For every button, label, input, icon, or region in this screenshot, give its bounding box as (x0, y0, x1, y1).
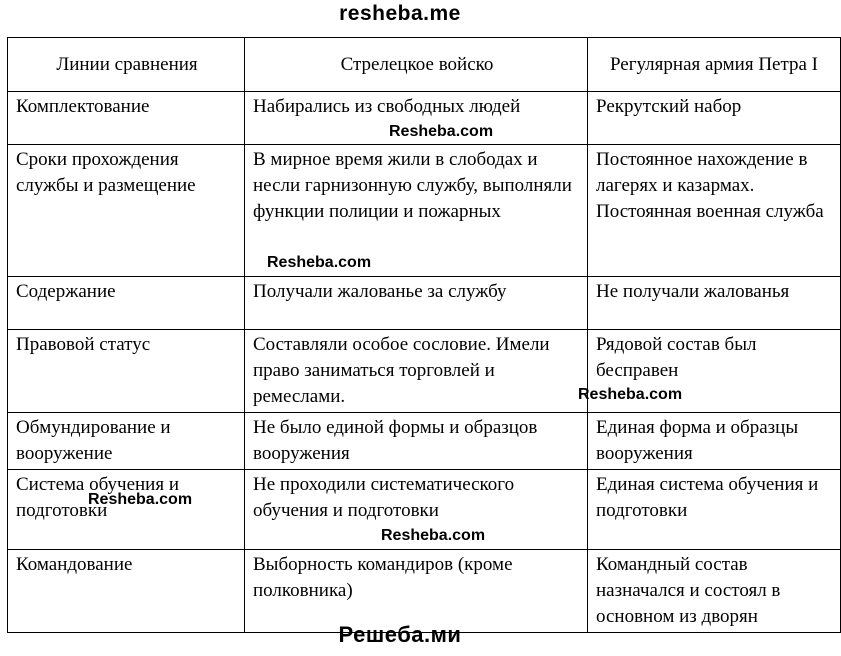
cell-streltsy: Не было единой формы и образцов вооружения (245, 413, 588, 470)
cell-text: Набирались из свободных людей (253, 96, 521, 117)
cell-streltsy (245, 145, 588, 277)
table-header-row (8, 38, 841, 92)
cell-streltsy: Получали жалованье за службу (245, 277, 588, 330)
cell-streltsy (245, 92, 588, 145)
watermark: Resheba.com (88, 491, 193, 508)
cell-regular: Командный состав назначался и состоял в основном из дворян (588, 550, 841, 633)
watermark: Resheba.com (389, 123, 494, 140)
cell-text: Не проходили систематического обучения и подготовки (253, 474, 515, 521)
cell-line (8, 470, 245, 550)
table-row (8, 330, 841, 413)
cell-regular: Не получали жалованья (588, 277, 841, 330)
cell-text: В мирное время жили в слободах и несли гарнизонную службу, выполняли функции полиции и пожарных (253, 149, 572, 222)
table-row (8, 550, 841, 633)
cell-text: Система обучения и подготовки (16, 474, 180, 521)
table-row (8, 277, 841, 330)
cell-line: Правовой статус (8, 330, 245, 413)
cell-text: Рядовой состав был бесправен (596, 334, 757, 381)
table-row (8, 470, 841, 550)
cell-streltsy: Выборность командиров (кроме полковника) (245, 550, 588, 633)
cell-regular: Рекрутский набор (588, 92, 841, 145)
table-row (8, 413, 841, 470)
cell-line: Комплектование (8, 92, 245, 145)
site-header: resheba.me (339, 2, 461, 25)
table-row (8, 145, 841, 277)
cell-line: Обмундирование и вооружение (8, 413, 245, 470)
cell-regular (578, 330, 841, 413)
cell-line: Сроки прохождения службы и размещение (8, 145, 245, 277)
header-regular-army: Регулярная армия Петра I (588, 38, 841, 92)
cell-streltsy (245, 470, 588, 550)
header-streltsy: Стрелецкое войско (245, 38, 588, 92)
watermark: Resheba.com (578, 386, 683, 403)
cell-regular: Единая форма и образцы вооружения (588, 413, 841, 470)
watermark: Resheba.com (381, 527, 486, 544)
watermark: Resheba.com (267, 254, 372, 271)
cell-line: Содержание (8, 277, 245, 330)
cell-regular: Постоянное нахождение в лагерях и казармах. Постоянная военная служба (588, 145, 841, 277)
cell-streltsy: Составляли особое сословие. Имели право заниматься торговлей и ремеслами. (245, 330, 588, 413)
header-comparison-lines: Линии сравнения (8, 38, 245, 92)
cell-regular: Единая система обучения и подготовки (588, 470, 841, 550)
site-footer: Решеба.ми (338, 622, 462, 647)
comparison-table (7, 37, 841, 633)
cell-line: Командование (8, 550, 245, 633)
table-row (8, 92, 841, 145)
